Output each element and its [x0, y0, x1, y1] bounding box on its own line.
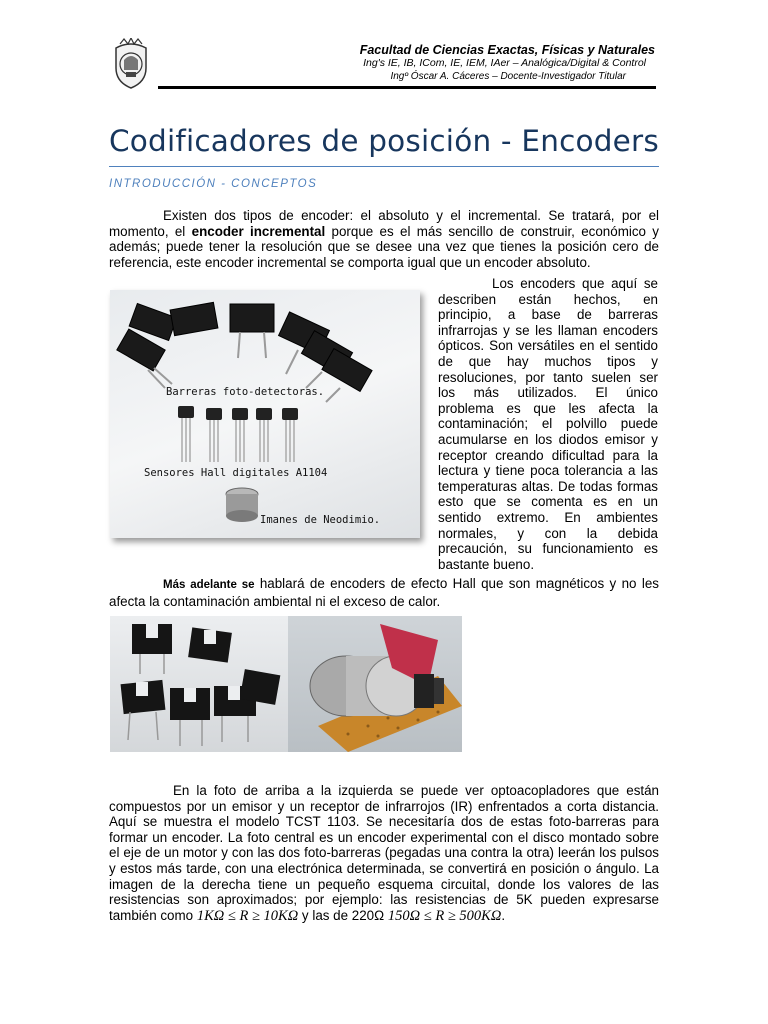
- bold-term: encoder incremental: [191, 223, 326, 239]
- caption-imanes: Imanes de Neodimio.: [260, 514, 381, 526]
- optocoupler-photo: [110, 616, 288, 752]
- paragraph-hall: Más adelante se hablará de encoders de efecto Hall que son magnéticos y no les afecta la contaminación ambiental ni el exceso de calor.: [109, 576, 659, 609]
- page-title: Codificadores de posición - Encoders: [109, 124, 659, 158]
- caption-barreras: Barreras foto-detectoras.: [166, 386, 325, 398]
- section-subtitle: INTRODUCCIÓN - CONCEPTOS: [109, 178, 318, 190]
- title-rule: [109, 166, 659, 167]
- header-author: Ingº Óscar A. Cáceres – Docente-Investigador Titular: [390, 71, 626, 82]
- motor-encoder-photo: [288, 616, 462, 752]
- lead-phrase: Más adelante se: [163, 579, 255, 591]
- header-programs: Ing's IE, IB, ICom, IE, IEM, IAer – Analógica/Digital & Control: [363, 57, 646, 69]
- caption-hall: Sensores Hall digitales A1104: [144, 467, 328, 479]
- math-resistor-range-1: 1KΩ ≤ R ≥ 10KΩ: [196, 907, 299, 924]
- math-resistor-range-2: 150Ω ≤ R ≥ 500KΩ: [387, 907, 502, 924]
- sensors-photo: [110, 290, 420, 538]
- header-rule: [158, 86, 656, 89]
- paragraph-optical-encoders: Los encoders que aquí se describen están hechos, en principio, a base de barreras infrarrojas y se les llaman encoders ópticos. Son versátiles en el sentido de que hay muchos tipos y resoluciones, por tanto suelen ser los más utilizados. El único problema es que les afecta la contaminación; el polvillo puede acumularse en los diodos emisor y receptor creando dificultad para la lectura y tiene poca tolerancia a las temperaturas altas. De todas formas esto que se comenta es en un sentido extremo. En ambientes normales, y con la debida precaución, su funcionamiento es bastante bueno.: [438, 276, 658, 572]
- university-crest-icon: [110, 38, 152, 90]
- header-faculty: Facultad de Ciencias Exactas, Físicas y Naturales: [359, 43, 655, 57]
- paragraph-photo-description: En la foto de arriba a la izquierda se puede ver optoacopladores que están compuestos por un emisor y un receptor de infrarrojos (IR) enfrentados a corta distancia. Aquí se muestra el modelo TCST 1103. Se necesitaría dos de estas foto-barreras para formar un encoder. La foto central es un encoder experimental con el disco montado sobre el eje de un motor y con las dos foto-barreras (pegadas una contra la otra) leerán los pulsos y estos más tarde, con una electrónica determinada, se convertirá en posición o ángulo. La imagen de la derecha tiene un pequeño esquema circuital, donde los valores de las resistencias son aproximados; por ejemplo: las resistencias de 5K pueden expresarse también como 1KΩ ≤ R ≥ 10KΩ y las de 220Ω 150Ω ≤ R ≥ 500KΩ.: [109, 783, 659, 924]
- paragraph-intro: Existen dos tipos de encoder: el absoluto y el incremental. Se tratará, por el momento, el encoder incremental porque es el más sencillo de construir, económico y además; puede tener la resolución que se desee una vez que tienes la posición cero de referencia, este encoder incremental se comporta igual que un encoder absoluto.: [109, 208, 659, 270]
